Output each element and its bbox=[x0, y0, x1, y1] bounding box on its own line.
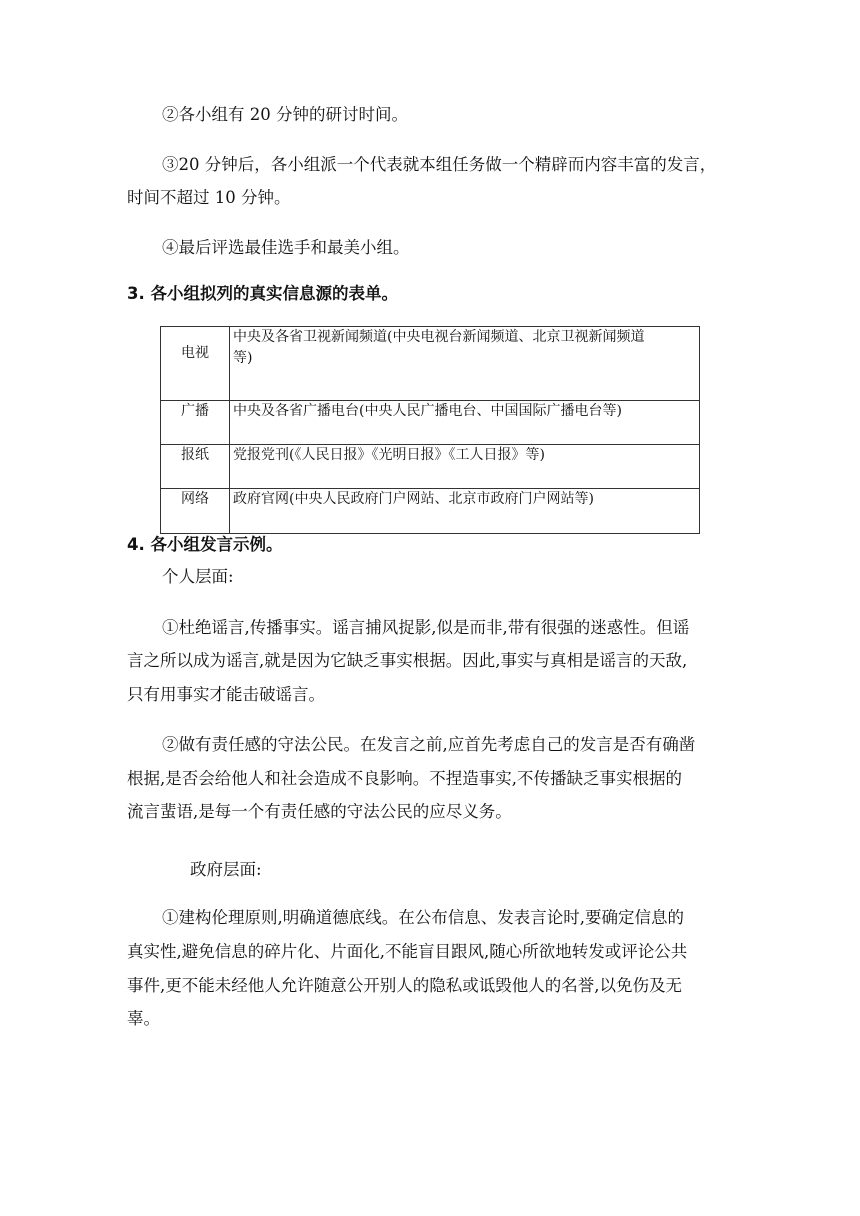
personal-point-2-line2: 根据,是否会给他人和社会造成不良影响。不捏造事实,不传播缺乏事实根据的 bbox=[127, 769, 682, 788]
paragraph-step-2: ②各小组有 20 分钟的研讨时间。 bbox=[162, 105, 408, 124]
table-cell-detail: 中央及各省广播电台(中央人民广播电台、中国国际广播电台等) bbox=[230, 401, 700, 445]
personal-point-1-line3: 只有用事实才能击破谣言。 bbox=[127, 685, 325, 704]
sources-table bbox=[160, 326, 700, 534]
table-cell-category: 报纸 bbox=[161, 445, 230, 489]
personal-point-2-line1: ②做有责任感的守法公民。在发言之前,应首先考虑自己的发言是否有确凿 bbox=[162, 735, 696, 754]
table-cell-detail: 党报党刊(《人民日报》《光明日报》《工人日报》等) bbox=[230, 445, 700, 489]
personal-heading: 个人层面: bbox=[162, 567, 234, 586]
table-row bbox=[161, 327, 700, 401]
personal-point-1-line2: 言之所以成为谣言,就是因为它缺乏事实根据。因此,事实与真相是谣言的天敌, bbox=[127, 651, 688, 670]
personal-point-1-line1: ①杜绝谣言,传播事实。谣言捕风捉影,似是而非,带有很强的迷惑性。但谣 bbox=[162, 618, 690, 637]
table-row bbox=[161, 401, 700, 445]
government-heading: 政府层面: bbox=[190, 860, 262, 879]
table-row bbox=[161, 489, 700, 534]
personal-point-2-line3: 流言蜚语,是每一个有责任感的守法公民的应尽义务。 bbox=[127, 802, 512, 821]
paragraph-step-4: ④最后评选最佳选手和最美小组。 bbox=[162, 238, 410, 257]
table-cell-detail: 中央及各省卫视新闻频道(中央电视台新闻频道、北京卫视新闻频道 等) bbox=[230, 327, 700, 401]
government-point-1-line1: ①建构伦理原则,明确道德底线。在公布信息、发表言论时,要确定信息的 bbox=[162, 908, 684, 927]
section-heading-3: 3. 各小组拟列的真实信息源的表单。 bbox=[127, 284, 398, 303]
table-row bbox=[161, 445, 700, 489]
table-cell-category: 广播 bbox=[161, 401, 230, 445]
government-point-1-line3: 事件,更不能未经他人允许随意公开别人的隐私或诋毁他人的名誉,以免伤及无 bbox=[127, 976, 682, 995]
paragraph-step-3-line1: ③20 分钟后，各小组派一个代表就本组任务做一个精辟而内容丰富的发言， bbox=[162, 155, 717, 174]
table-cell-category: 网络 bbox=[161, 489, 230, 534]
government-point-1-line4: 辜。 bbox=[127, 1009, 160, 1028]
section-heading-4: 4. 各小组发言示例。 bbox=[127, 535, 283, 554]
government-point-1-line2: 真实性,避免信息的碎片化、片面化,不能盲目跟风,随心所欲地转发或评论公共 bbox=[127, 942, 688, 961]
table-cell-detail: 政府官网(中央人民政府门户网站、北京市政府门户网站等) bbox=[230, 489, 700, 534]
paragraph-step-3-line2: 时间不超过 10 分钟。 bbox=[127, 188, 291, 207]
table-cell-category: 电视 bbox=[161, 327, 230, 401]
